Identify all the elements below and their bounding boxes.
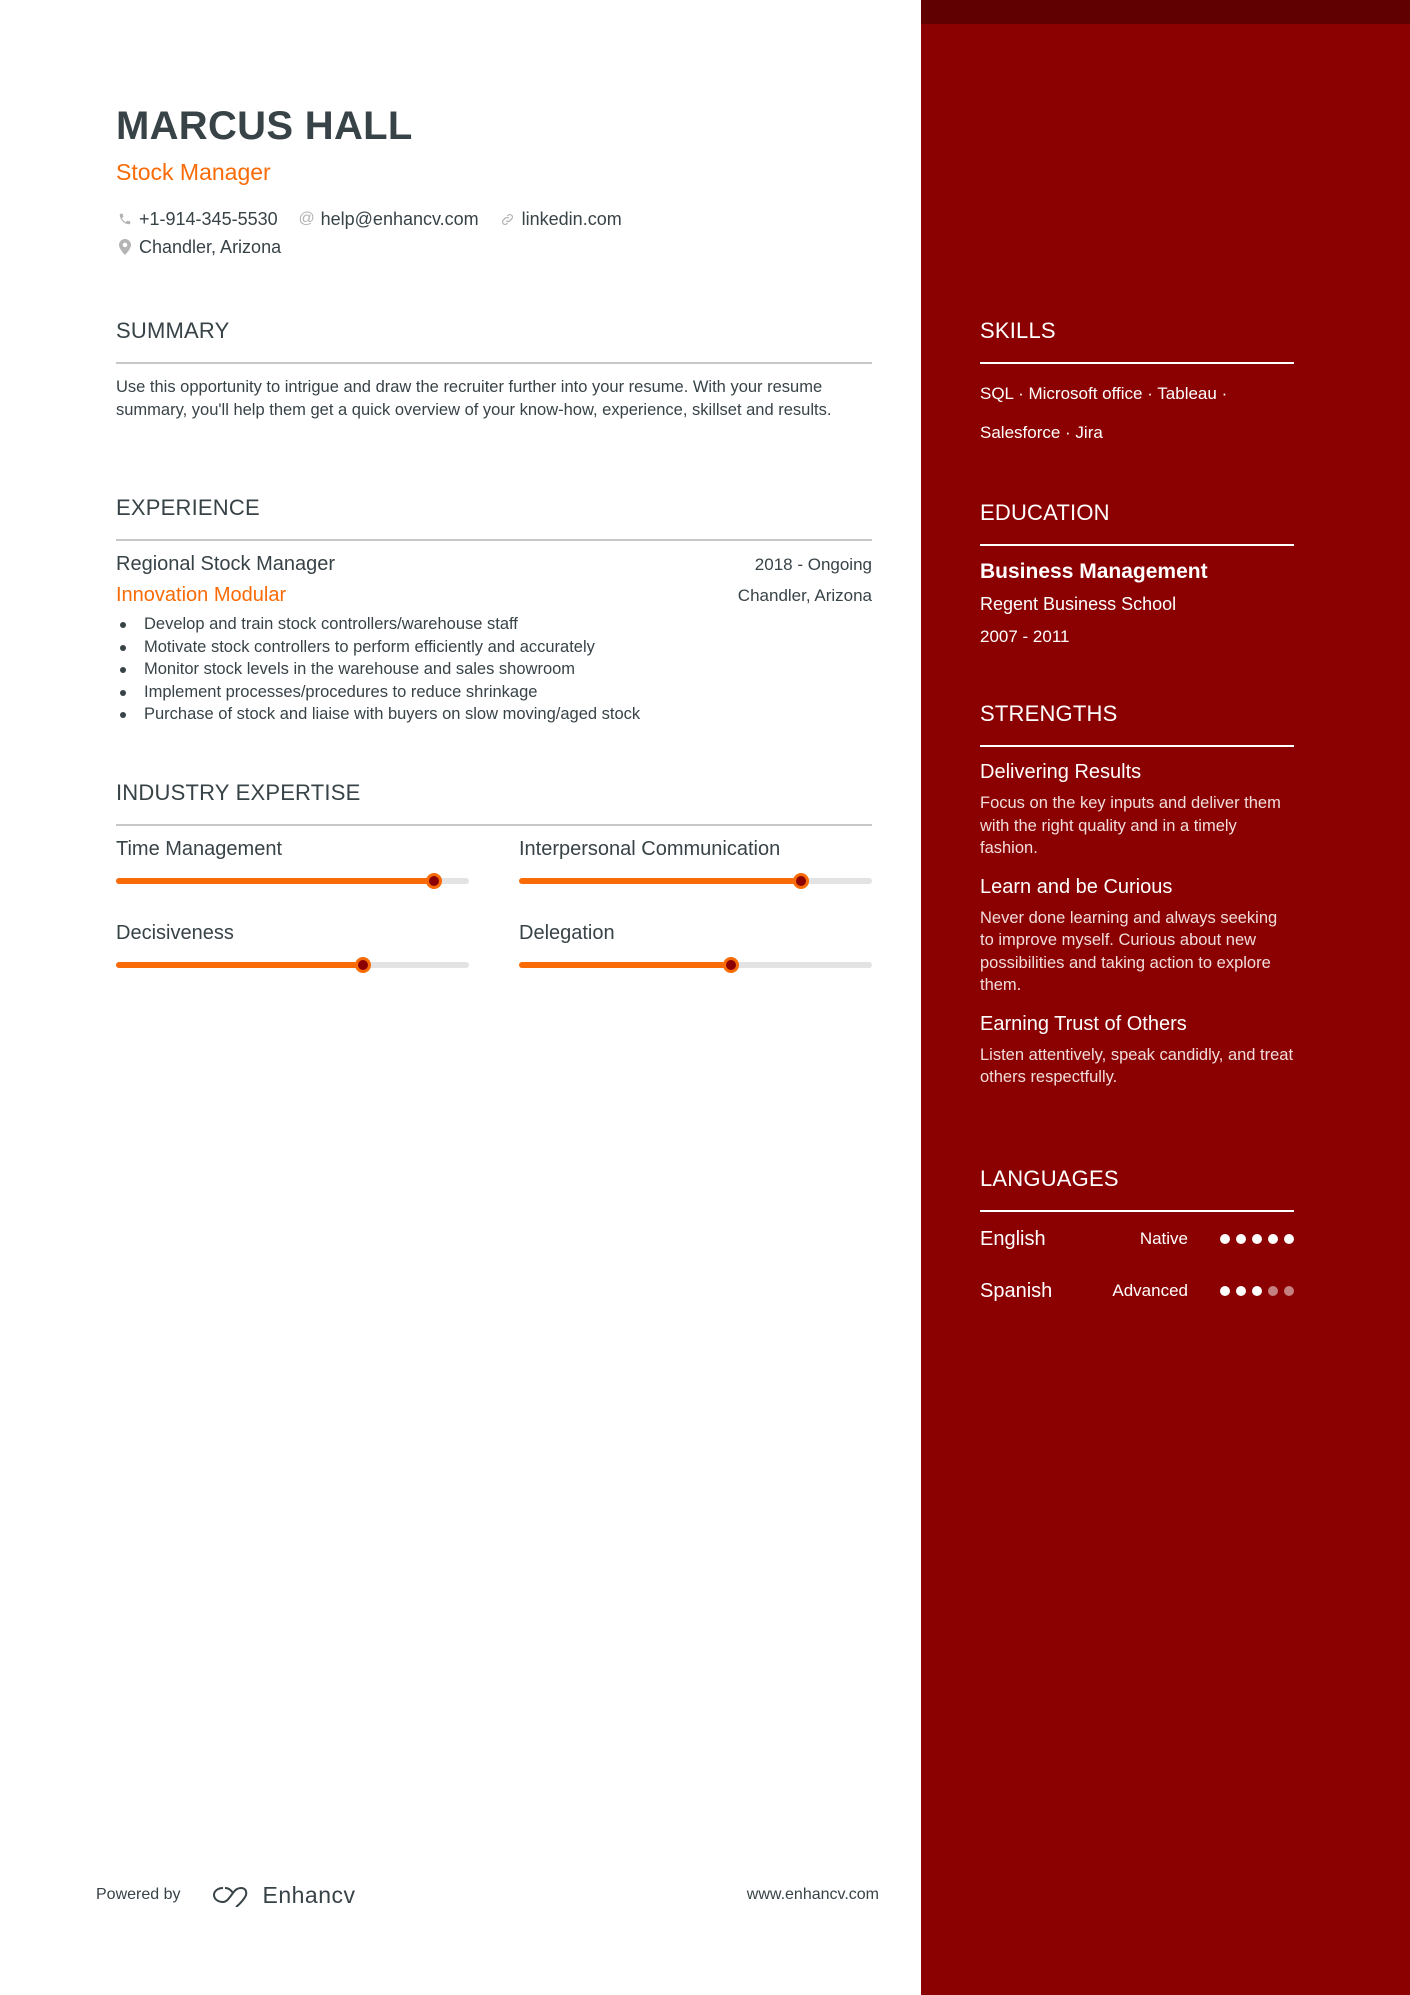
skills-line: SQL · Microsoft office · Tableau · xyxy=(980,384,1228,403)
expertise-item xyxy=(116,838,469,884)
email-link[interactable]: help@enhancv.com xyxy=(320,208,479,229)
candidate-name: MARCUS HALL xyxy=(116,104,413,148)
education-section xyxy=(980,500,1294,647)
job-role: Regional Stock Manager xyxy=(116,553,336,575)
rating-dot xyxy=(1220,1286,1230,1296)
strength-title: Earning Trust of Others xyxy=(980,1012,1187,1035)
section-divider xyxy=(116,824,872,826)
section-title: STRENGTHS xyxy=(980,701,1118,726)
skills-section xyxy=(980,318,1294,452)
expertise-bar-fill xyxy=(116,878,434,884)
education-dates: 2007 - 2011 xyxy=(980,627,1070,646)
expertise-bar xyxy=(519,878,872,884)
strength-item xyxy=(980,761,1294,860)
contact-link[interactable] xyxy=(499,209,622,230)
expertise-bar xyxy=(519,962,872,968)
powered-by-label: Powered by xyxy=(96,1886,181,1903)
rating-dot xyxy=(1268,1286,1278,1296)
rating-dot xyxy=(1236,1234,1246,1244)
contact-info xyxy=(116,205,642,261)
rating-dot xyxy=(1284,1234,1294,1244)
contact-email[interactable] xyxy=(298,209,479,230)
language-level: Advanced xyxy=(1112,1281,1188,1300)
section-title: EDUCATION xyxy=(980,500,1110,525)
skills-list xyxy=(980,374,1294,452)
section-title: SUMMARY xyxy=(116,318,230,343)
job-bullet: Implement processes/procedures to reduce shrinkage xyxy=(116,681,872,704)
footer xyxy=(96,1880,879,1910)
expertise-label: Time Management xyxy=(116,838,282,860)
section-divider xyxy=(980,745,1294,747)
expertise-bar xyxy=(116,962,469,968)
job-company: Innovation Modular xyxy=(116,584,287,606)
rating-dot xyxy=(1252,1286,1262,1296)
expertise-bar-fill xyxy=(116,962,363,968)
language-name: English xyxy=(980,1227,1046,1250)
expertise-item xyxy=(116,922,469,968)
section-title: LANGUAGES xyxy=(980,1166,1119,1191)
enhancv-logo-icon xyxy=(207,1883,255,1907)
expertise-item xyxy=(519,838,872,884)
experience-section xyxy=(116,495,872,726)
job-dates: 2018 - Ongoing xyxy=(754,555,872,574)
phone-text: +1-914-345-5530 xyxy=(139,208,278,229)
education-school: Regent Business School xyxy=(980,594,1177,614)
language-rating-dots xyxy=(1220,1234,1294,1244)
location-pin-icon xyxy=(116,238,134,256)
job-location: Chandler, Arizona xyxy=(737,586,872,605)
language-level: Native xyxy=(1139,1229,1188,1248)
rating-dot xyxy=(1268,1234,1278,1244)
enhancv-logo-text: Enhancv xyxy=(262,1881,356,1908)
website-link[interactable]: www.enhancv.com xyxy=(746,1886,879,1903)
sidebar-top-band xyxy=(921,0,1410,24)
rating-dot xyxy=(1220,1234,1230,1244)
expertise-bar-fill xyxy=(519,962,731,968)
language-rating-dots xyxy=(1220,1286,1294,1296)
strengths-section xyxy=(980,701,1294,1089)
strength-desc: Focus on the key inputs and deliver them with the right quality and in a timely fashion. xyxy=(980,794,1281,857)
summary-text: Use this opportunity to intrigue and draw the recruiter further into your resume. With your resume summary, you'll help them get a quick overview of your know-how, experience, skillset and results. xyxy=(116,378,832,419)
section-title: EXPERIENCE xyxy=(116,495,260,520)
section-divider xyxy=(116,362,872,364)
expertise-label: Decisiveness xyxy=(116,922,234,944)
strength-title: Learn and be Curious xyxy=(980,875,1173,898)
job-bullet: Motivate stock controllers to perform efficiently and accurately xyxy=(116,636,872,659)
summary-section xyxy=(116,318,872,422)
contact-phone xyxy=(116,209,278,230)
section-title: INDUSTRY EXPERTISE xyxy=(116,780,361,805)
language-item xyxy=(980,1224,1294,1254)
skills-line: Salesforce · Jira xyxy=(980,423,1103,442)
section-title: SKILLS xyxy=(980,318,1056,343)
job-bullet: Purchase of stock and liaise with buyers on slow moving/aged stock xyxy=(116,703,872,726)
enhancv-logo[interactable] xyxy=(207,1882,356,1909)
strength-item xyxy=(980,876,1294,997)
rating-dot xyxy=(1284,1286,1294,1296)
expertise-item xyxy=(519,922,872,968)
link-icon xyxy=(499,210,517,228)
location-text: Chandler, Arizona xyxy=(139,236,282,257)
section-divider xyxy=(980,362,1294,364)
rating-dot xyxy=(1236,1286,1246,1296)
language-name: Spanish xyxy=(980,1279,1053,1302)
strength-desc: Never done learning and always seeking to improve myself. Curious about new possibilities and taking action to explore them. xyxy=(980,908,1278,994)
education-degree: Business Management xyxy=(980,560,1208,583)
strength-title: Delivering Results xyxy=(980,761,1142,783)
experience-entry xyxy=(116,541,872,726)
expertise-label: Delegation xyxy=(519,922,615,944)
contact-location xyxy=(116,237,281,258)
language-item xyxy=(980,1276,1294,1306)
section-divider xyxy=(980,544,1294,546)
expertise-bar-knob xyxy=(723,957,739,973)
strength-desc: Listen attentively, speak candidly, and treat others respectfully. xyxy=(980,1045,1294,1086)
job-bullet: Develop and train stock controllers/warehouse staff xyxy=(116,613,872,636)
candidate-title: Stock Manager xyxy=(116,159,271,185)
expertise-bar-fill xyxy=(519,878,801,884)
expertise-bar xyxy=(116,878,469,884)
linkedin-link[interactable]: linkedin.com xyxy=(521,208,622,229)
job-bullet: Monitor stock levels in the warehouse and sales showroom xyxy=(116,658,872,681)
at-icon: @ xyxy=(298,210,315,227)
expertise-label: Interpersonal Communication xyxy=(519,838,781,860)
expertise-bar-knob xyxy=(426,873,442,889)
expertise-bar-knob xyxy=(355,957,371,973)
rating-dot xyxy=(1252,1234,1262,1244)
strength-item xyxy=(980,1013,1294,1089)
languages-section xyxy=(980,1166,1294,1306)
phone-icon xyxy=(116,210,134,228)
section-divider xyxy=(980,1210,1294,1212)
job-bullets xyxy=(116,613,872,726)
expertise-bar-knob xyxy=(793,873,809,889)
industry-expertise-section xyxy=(116,780,872,968)
